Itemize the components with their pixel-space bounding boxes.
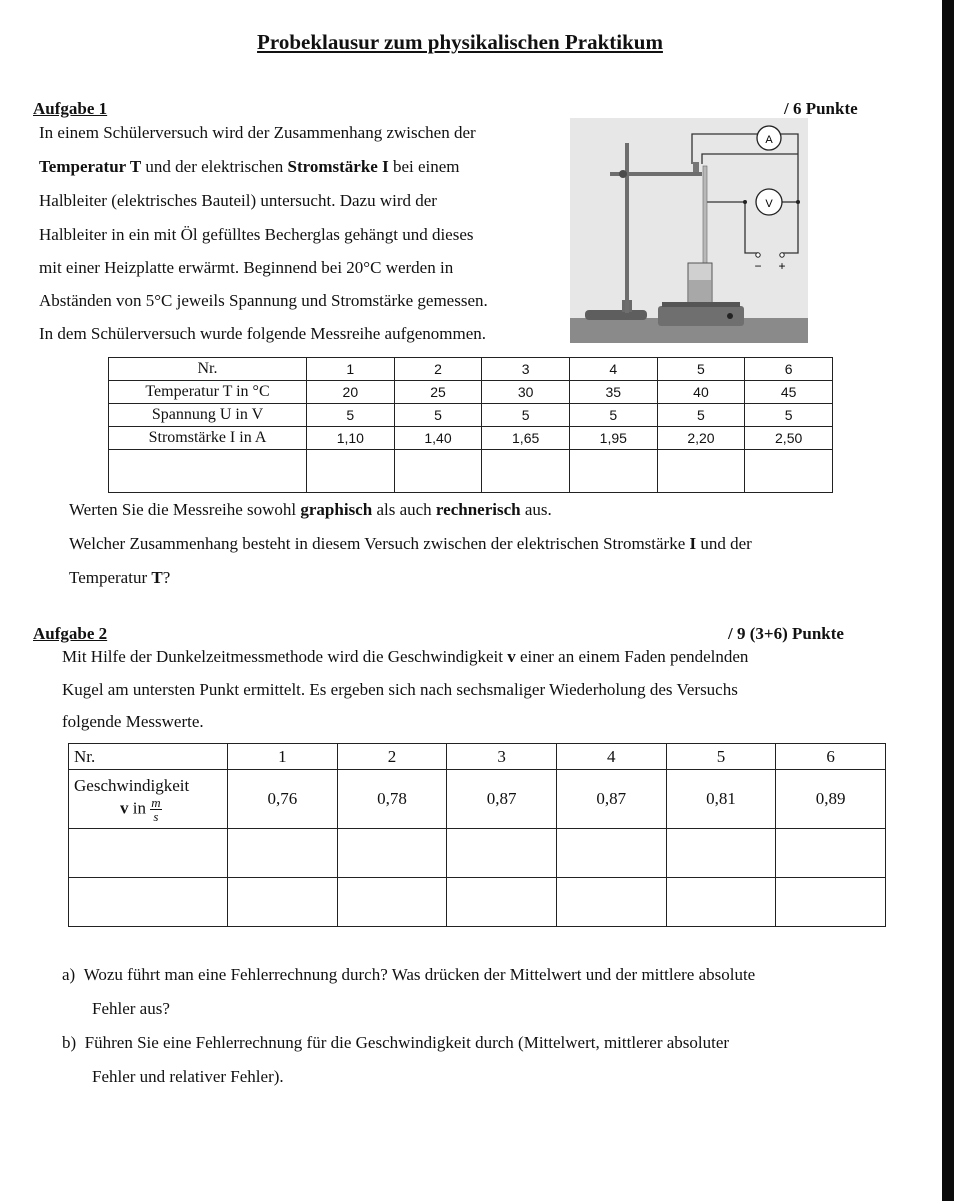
task1-intro-line1: In einem Schülerversuch wird der Zusammenhang zwischen der [39,123,476,142]
table-cell: 0,81 [666,770,776,829]
task1-intro-line3: Halbleiter (elektrisches Bauteil) untersucht. Dazu wird der [39,191,437,210]
table-row [109,404,833,427]
current-term: Stromstärke I [287,157,389,176]
table-header-cell: 4 [569,358,657,381]
table-cell: 0,89 [776,770,886,829]
table-cell-empty[interactable] [447,878,557,927]
table-header-cell: 5 [657,358,745,381]
table-cell: 40 [657,381,745,404]
table-row [109,381,833,404]
task2-intro-text: Mit Hilfe der Dunkelzeitmessmethode wird die Geschwindigkeit [62,647,508,666]
task2-intro-text-end: einer an einem Faden pendelnden [515,647,749,666]
table-cell-empty[interactable] [307,450,395,493]
table-row-empty [69,878,886,927]
minus-label: − [754,259,762,273]
table-cell-empty[interactable] [745,450,833,493]
table-header-cell: 6 [776,744,886,770]
task1-intro-line7: In dem Schülerversuch wurde folgende Messreihe aufgenommen. [39,324,487,343]
q1-text-mid: als auch [372,500,436,519]
table-cell-empty[interactable] [666,878,776,927]
task1-intro-line2-end: bei einem [388,157,460,176]
stand-rod [625,143,629,313]
task1-question1 [69,500,552,520]
table-cell-empty[interactable] [569,450,657,493]
table-cell-empty[interactable] [657,450,745,493]
table-row [69,770,886,829]
table-row-empty [109,450,833,493]
measurement-table-2 [68,743,886,927]
table-cell: 5 [307,404,395,427]
rod-holder [693,162,699,172]
row-label-velocity-unit [74,796,227,823]
table-row-empty [69,829,886,878]
table-row [109,358,833,381]
table-cell: 1,95 [569,427,657,450]
table-cell: 0,87 [556,770,666,829]
table-cell-empty[interactable] [228,829,338,878]
unit-fraction [150,796,161,823]
task1-points: / 6 Punkte [784,99,858,118]
ammeter-label: A [765,134,773,146]
task1-intro-line2 [39,157,460,177]
table-cell-empty[interactable] [337,878,447,927]
task1-intro-line5: mit einer Heizplatte erwärmt. Beginnend bei 20°C werden in [39,258,454,277]
table-cell: 5 [657,404,745,427]
velocity-symbol: v [507,647,516,666]
page-edge-bar [942,0,954,1201]
task2-question-a-line1: a) Wozu führt man eine Fehlerrechnung durch? Was drücken der Mittelwert und der mittlere absolute [62,965,756,984]
row-label-velocity-word: Geschwindigkeit [74,775,190,795]
table-header-cell: 1 [307,358,395,381]
table-cell: 0,78 [337,770,447,829]
table-cell-empty[interactable] [109,450,307,493]
task2-points: / 9 (3+6) Punkte [728,624,844,643]
q1-graphical: graphisch [300,500,373,519]
row-label-velocity [69,770,228,829]
temperature-term: Temperatur T [39,157,142,176]
table-cell-empty[interactable] [394,450,482,493]
table-cell: 1,40 [394,427,482,450]
table-cell-empty[interactable] [776,878,886,927]
row-label-current: Stromstärke I in A [109,427,307,450]
table-cell: 1,65 [482,427,570,450]
task2-question-b-line1: b) Führen Sie eine Fehlerrechnung für die Geschwindigkeit durch (Mittelwert, mittlerer absoluter [62,1033,730,1052]
q1-text-end: aus. [520,500,552,519]
measurement-table-1 [108,357,833,493]
task1-question2 [69,534,752,554]
task1-intro-line6: Abständen von 5°C jeweils Spannung und Stromstärke gemessen. [39,291,488,310]
task2-intro-line2: Kugel am untersten Punkt ermittelt. Es ergeben sich nach sechsmaliger Wiederholung des Versuchs [62,680,738,699]
task2-intro-line3: folgende Messwerte. [62,712,204,731]
table-header-cell: 1 [228,744,338,770]
table-header-cell: Nr. [69,744,228,770]
table-cell: 1,10 [307,427,395,450]
q2-current-symbol: I [689,534,697,553]
q2-text: Welcher Zusammenhang besteht in diesem Versuch zwischen der elektrischen Stromstärke [69,534,690,553]
table-cell-empty[interactable] [776,829,886,878]
table-cell: 5 [394,404,482,427]
velocity-symbol-table: v [120,797,129,817]
q2-question-mark: ? [162,568,171,587]
q1-computational: rechnerisch [435,500,521,519]
table-cell-empty[interactable] [666,829,776,878]
terminal-minus [756,253,760,257]
task1-intro-line4: Halbleiter in ein mit Öl gefülltes Becherglas gehängt und dieses [39,225,474,244]
experiment-setup-figure [570,118,808,343]
table-header-cell: 3 [447,744,557,770]
q2-text-end: und der [696,534,752,553]
task1-intro-line2-text: und der elektrischen [141,157,288,176]
table-cell: 45 [745,381,833,404]
table-cell: 0,87 [447,770,557,829]
task2-question-b-line2: Fehler und relativer Fehler). [92,1067,284,1086]
semiconductor-rod [703,166,707,270]
task2-question-a-line2: Fehler aus? [92,999,170,1018]
unit-denominator: s [153,808,159,824]
table-header-cell: 3 [482,358,570,381]
table-cell: 20 [307,381,395,404]
page-title: Probeklausur zum physikalischen Praktikum [257,30,663,54]
table-cell-empty[interactable] [337,829,447,878]
table-cell: 5 [745,404,833,427]
voltmeter-label: V [765,198,773,210]
table-cell-empty[interactable] [69,829,228,878]
task2-intro-line1 [62,647,748,667]
q2-temperature-word: Temperatur [69,568,152,587]
table-row [69,744,886,770]
table-header-cell: 2 [337,744,447,770]
terminal-plus [780,253,784,257]
table-cell-empty[interactable] [556,878,666,927]
clamp-knob [619,170,627,178]
table-header-cell: 4 [556,744,666,770]
q2-temperature-symbol: T [151,568,163,587]
table-cell: 5 [482,404,570,427]
stand-base [585,310,647,320]
table-cell: 2,50 [745,427,833,450]
table-row [109,427,833,450]
table-cell: 35 [569,381,657,404]
table-cell: 5 [569,404,657,427]
table-cell: 25 [394,381,482,404]
table-cell: 30 [482,381,570,404]
row-label-voltage: Spannung U in V [109,404,307,427]
junction-left [743,200,747,204]
table-cell-empty[interactable] [447,829,557,878]
hot-plate-knob [727,313,733,319]
table-cell-empty[interactable] [482,450,570,493]
table-header-cell: 2 [394,358,482,381]
hot-plate-top [662,302,740,307]
table-header-cell: 6 [745,358,833,381]
table-cell: 2,20 [657,427,745,450]
task1-heading: Aufgabe 1 [33,99,108,118]
task2-heading: Aufgabe 2 [33,624,108,643]
plus-label: + [778,259,786,273]
junction-right [796,200,800,204]
table-cell: 0,76 [228,770,338,829]
q1-text: Werten Sie die Messreihe sowohl [69,500,301,519]
table-header-cell: Nr. [109,358,307,381]
table-cell-empty[interactable] [228,878,338,927]
unit-numerator: m [151,794,161,810]
table-cell-empty[interactable] [556,829,666,878]
row-label-temperature: Temperatur T in °C [109,381,307,404]
task1-question2-cont [69,568,170,588]
table-cell-empty[interactable] [69,878,228,927]
unit-in-text: in [128,797,151,817]
table-header-cell: 5 [666,744,776,770]
